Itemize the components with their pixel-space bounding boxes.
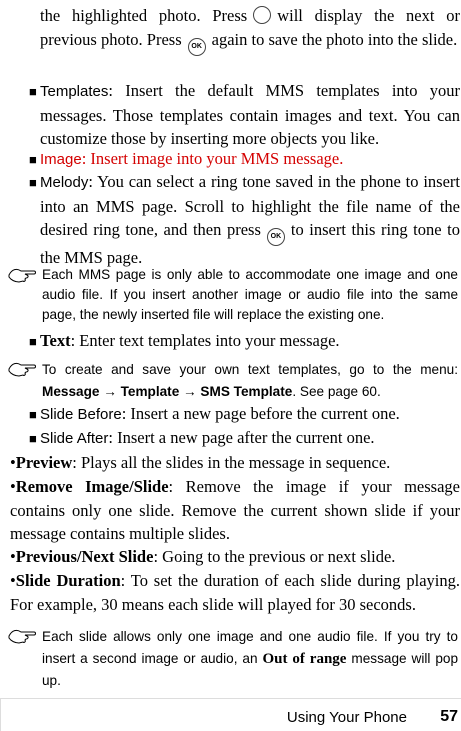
- text-item: [29, 329, 460, 354]
- duration-text: : To set the duration of each slide during playing. For example, 30 means each slide will played for 30 seconds.: [10, 571, 460, 614]
- preview-item: [10, 451, 460, 475]
- page-number: 57: [440, 708, 458, 725]
- preview-text: : Plays all the slides in the message in sequence.: [72, 453, 391, 472]
- note-3: [42, 626, 458, 692]
- pointing-hand-icon: [7, 265, 37, 285]
- note-1: [42, 265, 458, 325]
- dot-bullet-icon: •: [10, 477, 16, 496]
- note-2: [42, 359, 458, 403]
- slide-after-label: Slide After: [40, 430, 109, 447]
- note-1-text: Each MMS page is only able to accommodate one image and one audio file. If you insert another image or audio file into the same page, the newly inserted file will replace the existing one.: [42, 267, 458, 322]
- image-item: [29, 147, 460, 172]
- melody-label: Melody: [40, 174, 89, 191]
- templates-label: Templates: [40, 83, 109, 100]
- duration-item: [10, 569, 460, 616]
- pointing-hand-icon: [7, 359, 37, 379]
- intro-text-a: the highlighted photo. Press: [40, 6, 248, 25]
- dot-bullet-icon: •: [10, 547, 16, 566]
- remove-label: Remove Image/Slide: [15, 477, 169, 496]
- intro-text-c: again to save the photo into the slide.: [211, 29, 458, 49]
- note-3-text-a: Each slide allows only one image and one audio file. If you try to insert a second image or audio, an: [42, 629, 458, 666]
- menu-path-sms-template: SMS Template: [200, 384, 293, 399]
- ok-key-icon: OK: [267, 228, 285, 246]
- prev-next-label: Previous/Next Slide: [15, 547, 154, 566]
- nav-key-icon: [253, 6, 271, 24]
- remove-text: : Remove the image if your message contains only one slide. Remove the current shown slide if your message contains multiple slides.: [10, 477, 460, 543]
- slide-after-text: : Insert a new page after the current one.: [108, 428, 375, 447]
- slide-before-text: : Insert a new page before the current one.: [121, 404, 400, 423]
- slide-before-item: [29, 402, 460, 427]
- menu-path-template: Template: [120, 384, 180, 399]
- arrow-icon: →: [179, 384, 201, 399]
- slide-before-label: Slide Before: [40, 406, 122, 423]
- square-bullet-icon: ■: [29, 431, 37, 446]
- prev-next-item: [10, 545, 460, 569]
- dot-bullet-icon: •: [10, 453, 16, 472]
- text-item-text: : Enter text templates into your message.: [70, 331, 340, 350]
- melody-item: [29, 170, 460, 270]
- duration-label: Slide Duration: [15, 571, 121, 590]
- intro-text-b: will display the next or previous photo. Press: [40, 6, 460, 49]
- remove-item: [10, 475, 460, 546]
- slide-after-item: [29, 426, 460, 451]
- preview-label: Preview: [15, 453, 73, 472]
- menu-path-message: Message: [42, 384, 100, 399]
- square-bullet-icon: ■: [29, 175, 37, 190]
- square-bullet-icon: ■: [29, 407, 37, 422]
- templates-item: [29, 79, 460, 151]
- square-bullet-icon: ■: [29, 334, 37, 349]
- intro-paragraph: [40, 4, 460, 56]
- note-3-text-b: message will pop up.: [42, 651, 458, 688]
- note-2-text-a: To create and save your own text templates, go to the menu:: [42, 362, 458, 377]
- templates-text: : Insert the default MMS templates into your messages. Those templates contain images and text. You can customize those by inserting more objects you like.: [40, 81, 460, 148]
- out-of-range-text: Out of range: [262, 651, 347, 667]
- pointing-hand-icon: [7, 626, 37, 646]
- text-label: Text: [40, 331, 71, 350]
- ok-key-icon: OK: [188, 38, 206, 56]
- page-footer: [0, 698, 461, 731]
- footer-title: Using Your Phone: [286, 709, 407, 726]
- note-2-text-b: . See page 60.: [292, 384, 381, 399]
- square-bullet-icon: ■: [29, 84, 37, 99]
- melody-text-b: to insert this ring tone to the MMS page.: [40, 220, 460, 267]
- arrow-icon: →: [99, 384, 121, 399]
- dot-bullet-icon: •: [10, 571, 16, 590]
- image-text: : Insert image into your MMS message.: [81, 149, 344, 168]
- melody-text-a: : You can select a ring tone saved in the phone to insert into an MMS page. Scroll to highlight the file name of the desired ring tone, and then press: [40, 172, 460, 239]
- prev-next-text: : Going to the previous or next slide.: [153, 547, 396, 566]
- image-label: Image: [40, 151, 82, 168]
- square-bullet-icon: ■: [29, 152, 37, 167]
